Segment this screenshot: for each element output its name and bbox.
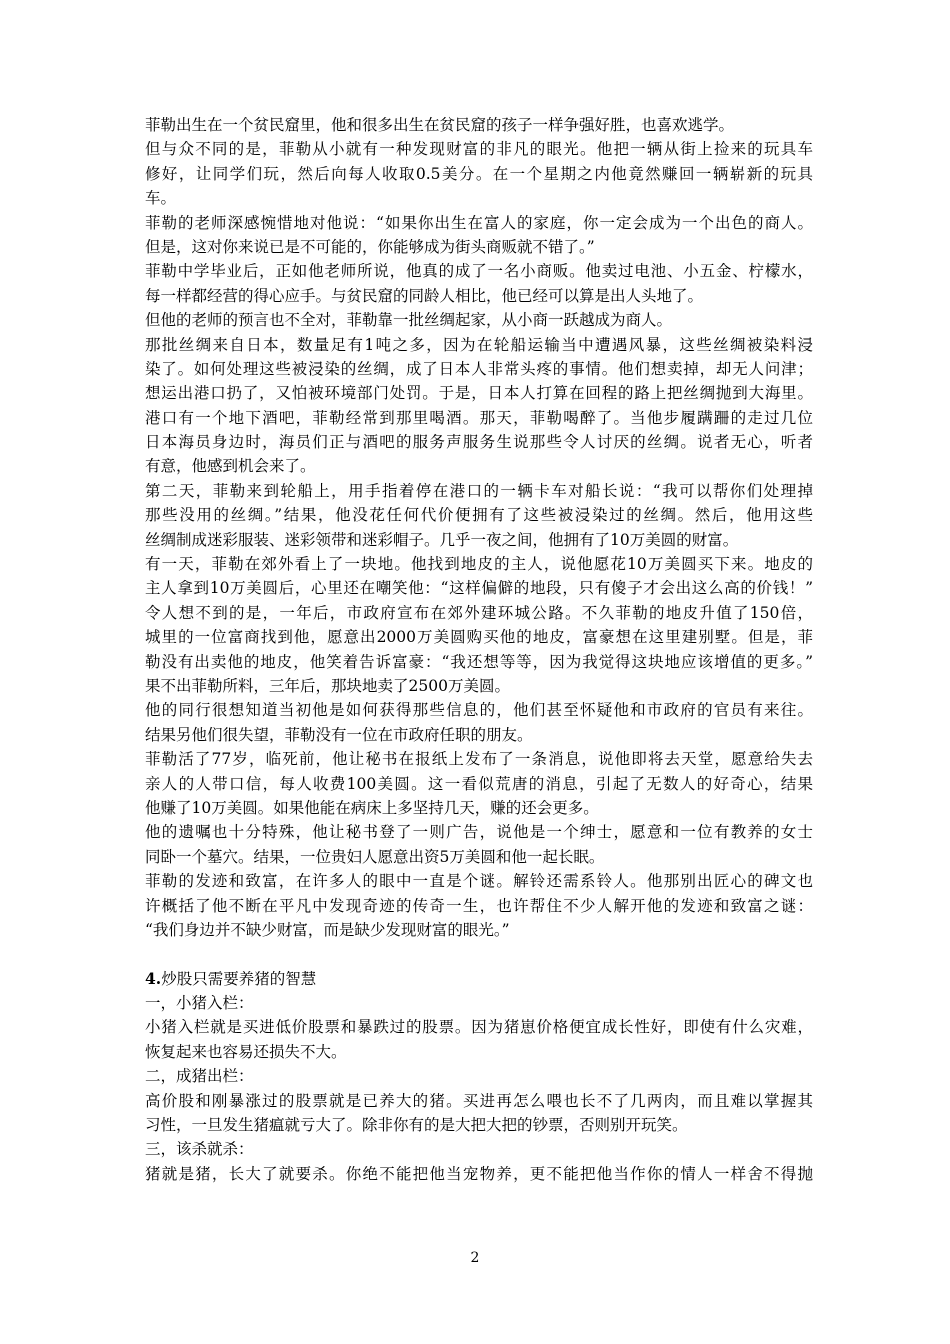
text-line: 那些没用的丝绸。”结果，他没花任何代价便拥有了这些被浸染过的丝绸。然后，他用这些 xyxy=(145,506,813,525)
section-paragraphs xyxy=(145,991,813,1186)
text-line: 但与众不同的是，菲勒从小就有一种发现财富的非凡的眼光。他把一辆从街上捡来的玩具车 xyxy=(145,140,813,159)
text-line: 果不出菲勒所料，三年后，那块地卖了2500万美圆。 xyxy=(145,676,510,695)
story-paragraphs xyxy=(145,113,813,942)
text-line: 但他的老师的预言也不全对，菲勒靠一批丝绸起家，从小商一跃越成为商人。 xyxy=(145,311,673,330)
text-line: 高价股和刚暴涨过的股票就是已养大的猪。买进再怎么喂也长不了几两肉，而且难以掌握其 xyxy=(145,1091,813,1110)
section-heading xyxy=(145,967,813,991)
text-line: 菲勒的老师深感惋惜地对他说：“如果你出生在富人的家庭，你一定会成为一个出色的商人。 xyxy=(145,213,813,232)
text-line: 有一天，菲勒在郊外看上了一块地。他找到地皮的主人，说他愿花10万美圆买下来。地皮的 xyxy=(145,555,813,574)
text-line: 每一样都经营的得心应手。与贫民窟的同龄人相比，他已经可以算是出人头地了。 xyxy=(145,286,704,305)
text-line: 第二天，菲勒来到轮船上，用手指着停在港口的一辆卡车对船长说：“我可以帮你们处理掉 xyxy=(145,481,813,500)
text-line: 丝绸制成迷彩服装、迷彩领带和迷彩帽子。几乎一夜之间，他拥有了10万美圆的财富。 xyxy=(145,530,739,549)
section-title: 炒股只需要养猪的智慧 xyxy=(161,969,317,988)
document-body xyxy=(145,113,813,1186)
text-line: 他赚了10万美圆。如果他能在病床上多坚持几天，赚的还会更多。 xyxy=(145,798,599,817)
text-line: 他的遗嘱也十分特殊，他让秘书登了一则广告，说他是一个绅士，愿意和一位有教养的女士 xyxy=(145,823,813,842)
text-line: 亲人的人带口信，每人收费100美圆。这一看似荒唐的消息，引起了无数人的好奇心，结果 xyxy=(145,774,813,793)
text-line: 染了。如何处理这些被浸染的丝绸，成了日本人非常头疼的事情。他们想卖掉，却无人问津； xyxy=(145,359,813,378)
text-line: “我们身边并不缺少财富，而是缺少发现财富的眼光。” xyxy=(145,920,510,939)
text-line: 小猪入栏就是买进低价股票和暴跌过的股票。因为猪崽价格便宜成长性好，即使有什么灾难， xyxy=(145,1018,813,1037)
text-line: 港口有一个地下酒吧，菲勒经常到那里喝酒。那天，菲勒喝醉了。当他步履蹒跚的走过几位 xyxy=(145,408,813,427)
text-line: 习性，一旦发生猪瘟就亏大了。除非你有的是大把大把的钞票，否则别开玩笑。 xyxy=(145,1116,688,1135)
text-line: 勒没有出卖他的地皮，他笑着告诉富豪：“我还想等等，因为我觉得这块地应该增值的更多。” xyxy=(145,652,813,671)
text-line: 菲勒中学毕业后，正如他老师所说，他真的成了一名小商贩。他卖过电池、小五金、柠檬水， xyxy=(145,262,813,281)
text-line: 令人想不到的是，一年后，市政府宣布在郊外建环城公路。不久菲勒的地皮升值了150倍， xyxy=(145,603,813,622)
text-line: 一，小猪入栏： xyxy=(145,994,254,1013)
section-number: 4. xyxy=(145,968,162,988)
text-line: 同卧一个墓穴。结果，一位贵妇人愿意出资5万美圆和他一起长眠。 xyxy=(145,847,605,866)
text-line: 主人拿到10万美圆后，心里还在嘲笑他：“这样偏僻的地段，只有傻子才会出这么高的价钱！” xyxy=(145,579,813,598)
text-line: 日本海员身边时，海员们正与酒吧的服务声服务生说那些令人讨厌的丝绸。说者无心，听者 xyxy=(145,433,813,452)
text-line: 菲勒出生在一个贫民窟里，他和很多出生在贫民窟的孩子一样争强好胜，也喜欢逃学。 xyxy=(145,116,735,134)
text-line: 但是，这对你来说已是不可能的，你能够成为街头商贩就不错了。” xyxy=(145,237,595,256)
text-line: 许概括了他不断在平凡中发现奇迹的传奇一生，也许帮住不少人解开他的发迹和致富之谜： xyxy=(145,896,813,915)
text-line: 二，成猪出栏： xyxy=(145,1067,254,1086)
text-line: 菲勒活了77岁，临死前，他让秘书在报纸上发布了一条消息，说他即将去天堂，愿意给失去 xyxy=(145,750,813,769)
text-line: 有意，他感到机会来了。 xyxy=(145,457,316,476)
text-line: 那批丝绸来自日本，数量足有1吨之多，因为在轮船运输当中遭遇风暴，这些丝绸被染料浸 xyxy=(145,335,813,354)
text-line: 猪就是猪，长大了就要杀。你绝不能把他当宠物养，更不能把他当作你的情人一样舍不得抛 xyxy=(145,1164,813,1183)
text-line: 恢复起来也容易还损失不大。 xyxy=(145,1042,347,1061)
text-line: 城里的一位富商找到他，愿意出2000万美圆购买他的地皮，富豪想在这里建别墅。但是，菲 xyxy=(145,628,813,647)
section-gap xyxy=(145,942,813,966)
text-line: 菲勒的发迹和致富，在许多人的眼中一直是个谜。解铃还需系铃人。他那别出匠心的碑文也 xyxy=(145,872,813,891)
text-line: 想运出港口扔了，又怕被环境部门处罚。于是，日本人打算在回程的路上把丝绸抛到大海里。 xyxy=(145,384,813,403)
text-line: 车。 xyxy=(145,189,177,208)
text-line: 修好，让同学们玩，然后向每人收取0.5美分。在一个星期之内他竟然赚回一辆崭新的玩具 xyxy=(145,164,813,183)
text-line: 三，该杀就杀： xyxy=(145,1140,254,1159)
page-number: 2 xyxy=(470,1250,480,1266)
text-line: 他的同行很想知道当初他是如何获得那些信息的，他们甚至怀疑他和市政府的官员有来往。 xyxy=(145,701,813,720)
text-line: 结果另他们很失望，菲勒没有一位在市政府任职的朋友。 xyxy=(145,725,533,744)
